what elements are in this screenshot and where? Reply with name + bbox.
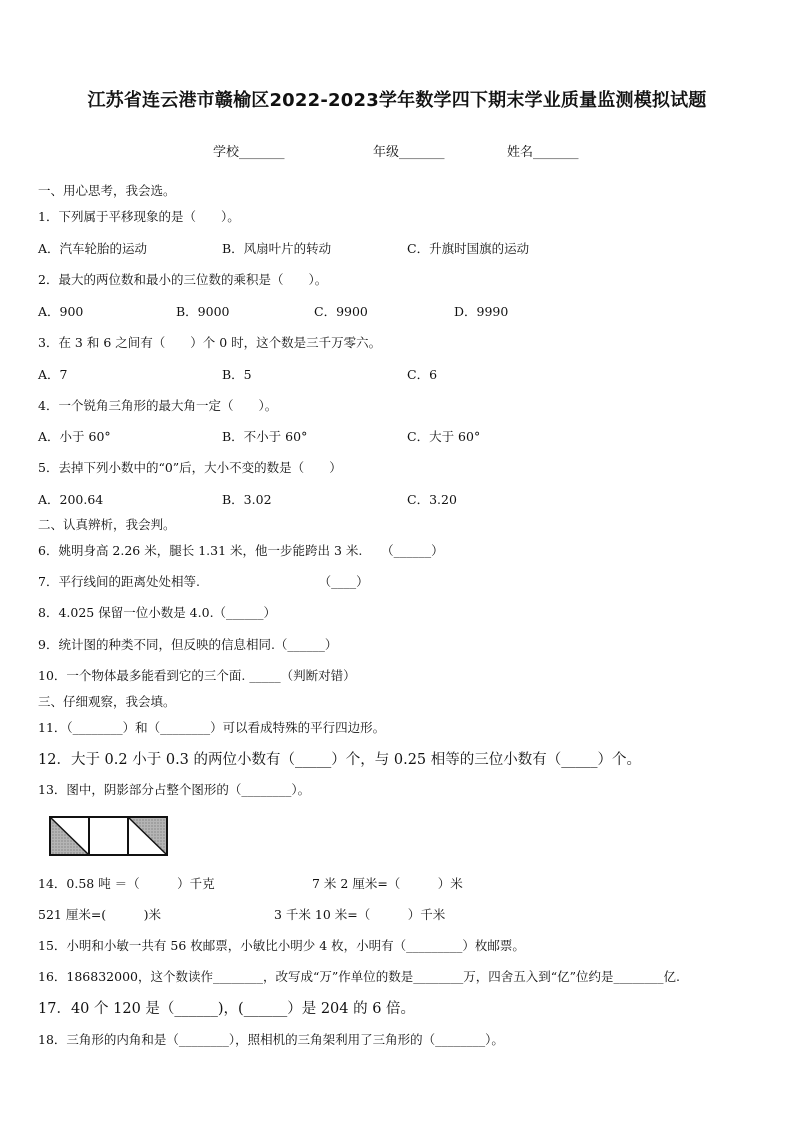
question-4-option-a: A．小于 60° bbox=[38, 429, 111, 444]
question-3: 3．在 3 和 6 之间有（ ）个 0 时，这个数是三千万零六。 bbox=[38, 335, 382, 350]
question-16: 16．186832000，这个数读作________，改写成“万”作单位的数是________万，四舍五入到“亿”位约是________亿. bbox=[38, 969, 681, 984]
question-5-option-b: B．3.02 bbox=[222, 492, 272, 507]
section-heading-judge: 二、认真辨析，我会判。 bbox=[38, 517, 176, 532]
question-18: 18．三角形的内角和是（________），照相机的三角架利用了三角形的（________）。 bbox=[38, 1032, 504, 1047]
question-4-option-c: C．大于 60° bbox=[407, 429, 481, 444]
question-2-option-a: A．900 bbox=[38, 304, 84, 319]
grade-field: 年级_______ bbox=[373, 145, 445, 160]
question-8: 8．4.025 保留一位小数是 4.0.（______） bbox=[38, 605, 277, 620]
question-14-part-b: 7 米 2 厘米=（ ）米 bbox=[312, 876, 463, 891]
question-2-option-c: C．9900 bbox=[314, 304, 368, 319]
question-14-part-c: 521 厘米=( )米 bbox=[38, 907, 162, 922]
question-7: 7．平行线间的距离处处相等. （____） bbox=[38, 574, 369, 589]
question-11: 11．（________）和（________）可以看成特殊的平行四边形。 bbox=[38, 720, 386, 735]
question-6: 6．姚明身高 2.26 米，腿长 1.31 米，他一步能跨出 3 米. （______） bbox=[38, 543, 444, 558]
question-4-option-b: B．不小于 60° bbox=[222, 429, 308, 444]
question-5-option-a: A．200.64 bbox=[38, 492, 104, 507]
question-1: 1．下列属于平移现象的是（ ）。 bbox=[38, 209, 240, 224]
question-10: 10．一个物体最多能看到它的三个面. _____（判断对错） bbox=[38, 668, 356, 683]
question-2: 2．最大的两位数和最小的三位数的乘积是（ ）。 bbox=[38, 272, 328, 287]
question-4: 4．一个锐角三角形的最大角一定（ ）。 bbox=[38, 398, 278, 413]
question-2-option-d: D．9990 bbox=[454, 304, 509, 319]
question-1-option-b: B．风扇叶片的转动 bbox=[222, 241, 332, 256]
question-13: 13．图中，阴影部分占整个图形的（________）。 bbox=[38, 782, 311, 797]
question-14-part-d: 3 千米 10 米=（ ）千米 bbox=[274, 907, 446, 922]
question-9: 9．统计图的种类不同，但反映的信息相同.（______） bbox=[38, 637, 338, 652]
page-title: 江苏省连云港市赣榆区2022-2023学年数学四下期末学业质量监测模拟试题 bbox=[87, 90, 707, 111]
question-3-option-a: A．7 bbox=[38, 367, 68, 382]
question-5-option-c: C．3.20 bbox=[407, 492, 457, 507]
section-heading-fill: 三、仔细观察，我会填。 bbox=[38, 694, 176, 709]
question-3-option-b: B．5 bbox=[222, 367, 252, 382]
question-2-option-b: B．9000 bbox=[176, 304, 230, 319]
question-1-option-c: C．升旗时国旗的运动 bbox=[407, 241, 530, 256]
question-1-option-a: A．汽车轮胎的运动 bbox=[38, 241, 148, 256]
question-3-option-c: C．6 bbox=[407, 367, 438, 382]
question-15: 15．小明和小敏一共有 56 枚邮票，小敏比小明少 4 枚，小明有（_________）枚邮票。 bbox=[38, 938, 525, 953]
question-17: 17．40 个 120 是（______)，(______）是 204 的 6 倍。 bbox=[38, 1001, 416, 1017]
section-heading-choose: 一、用心思考，我会选。 bbox=[38, 183, 176, 198]
school-field: 学校_______ bbox=[213, 145, 285, 160]
question-12: 12．大于 0.2 小于 0.3 的两位小数有（_____）个，与 0.25 相等的三位小数有（_____）个。 bbox=[38, 752, 642, 768]
shaded-squares-figure bbox=[49, 816, 168, 856]
name-field: 姓名_______ bbox=[507, 145, 579, 160]
question-14-part-a: 14．0.58 吨 ＝（ ）千克 bbox=[38, 876, 215, 891]
question-5: 5．去掉下列小数中的“0”后，大小不变的数是（ ） bbox=[38, 460, 342, 475]
